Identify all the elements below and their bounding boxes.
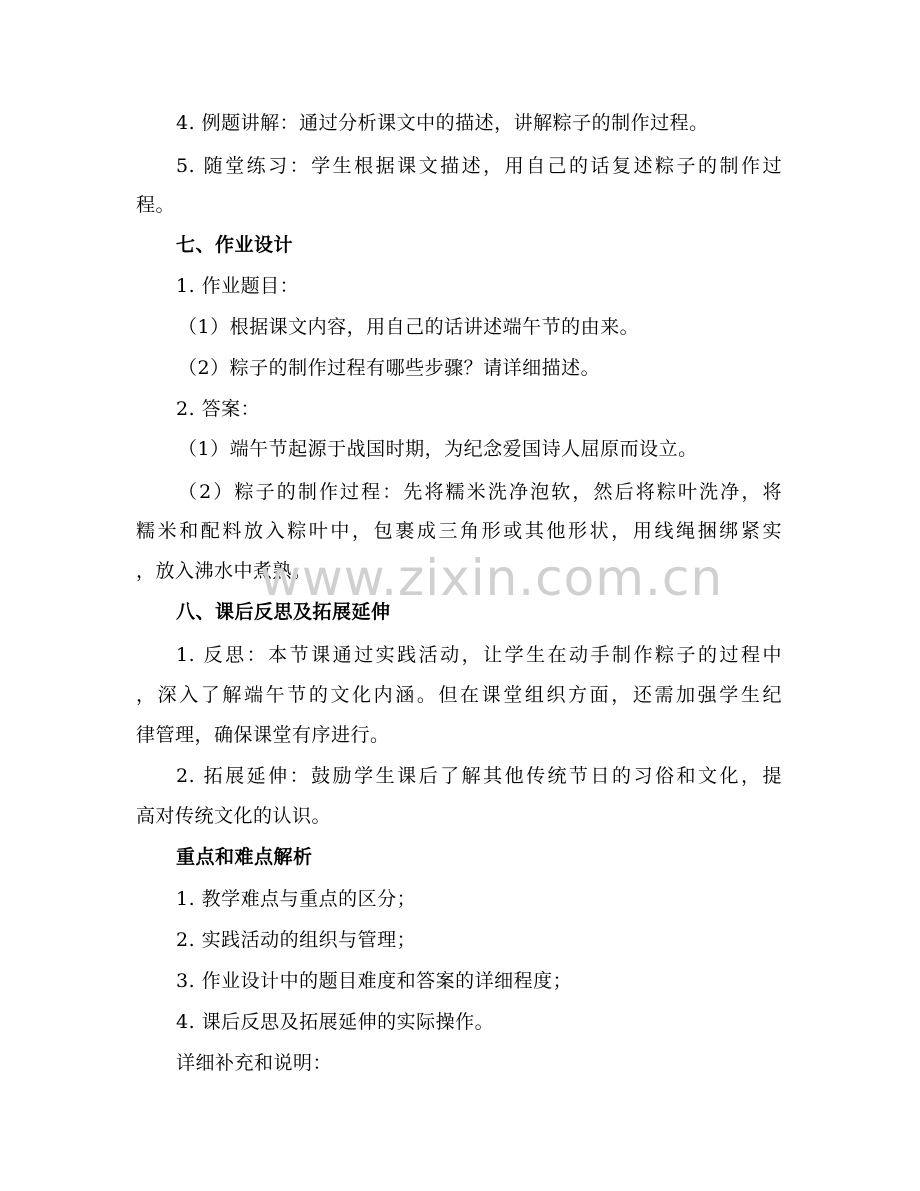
text-line: 糯米和配料放入粽叶中，包裹成三角形或其他形状，用线绳捆绑紧实 — [136, 520, 782, 542]
section-heading: 八、课后反思及拓展延伸 — [176, 601, 391, 623]
text-line: 2. 答案： — [176, 398, 261, 420]
text-line: 1. 作业题目： — [176, 275, 300, 297]
text-line: 高对传统文化的认识。 — [136, 805, 332, 827]
text-line: 详细补充和说明： — [176, 1052, 333, 1074]
text-line: 2. 拓展延伸：鼓励学生课后了解其他传统节日的习俗和文化，提 — [176, 765, 782, 787]
text-line: （2）粽子的制作过程：先将糯米洗净泡软，然后将粽叶洗净，将 — [178, 481, 782, 503]
text-line: 4. 例题讲解：通过分析课文中的描述，讲解粽子的制作过程。 — [176, 112, 709, 134]
watermark: www.zixin.com.cn — [260, 549, 724, 607]
text-line: 1. 教学难点与重点的区分； — [176, 888, 417, 910]
text-line: 2. 实践活动的组织与管理； — [176, 929, 417, 951]
text-line: 4. 课后反思及拓展延伸的实际操作。 — [176, 1011, 495, 1033]
text-line: （2）粽子的制作过程有哪些步骤？请详细描述。 — [178, 357, 601, 379]
text-line: 5. 随堂练习：学生根据课文描述，用自己的话复述粽子的制作过 — [176, 155, 782, 177]
text-line: 律管理，确保课堂有序进行。 — [136, 724, 390, 746]
text-line: 3. 作业设计中的题目难度和答案的详细程度； — [176, 970, 573, 992]
text-line: 1. 反思：本节课通过实践活动，让学生在动手制作粽子的过程中 — [176, 644, 782, 666]
text-line: ，放入沸水中煮熟。 — [136, 560, 312, 582]
text-line: （1）端午节起源于战国时期，为纪念爱国诗人屈原而设立。 — [178, 438, 698, 460]
text-line: 程。 — [136, 194, 176, 216]
text-line: （1）根据课文内容，用自己的话讲述端午节的由来。 — [178, 316, 640, 338]
text-line: ，深入了解端午节的文化内涵。但在课堂组织方面，还需加强学生纪 — [136, 684, 782, 706]
section-heading: 重点和难点解析 — [176, 846, 313, 868]
section-heading: 七、作业设计 — [176, 234, 294, 256]
